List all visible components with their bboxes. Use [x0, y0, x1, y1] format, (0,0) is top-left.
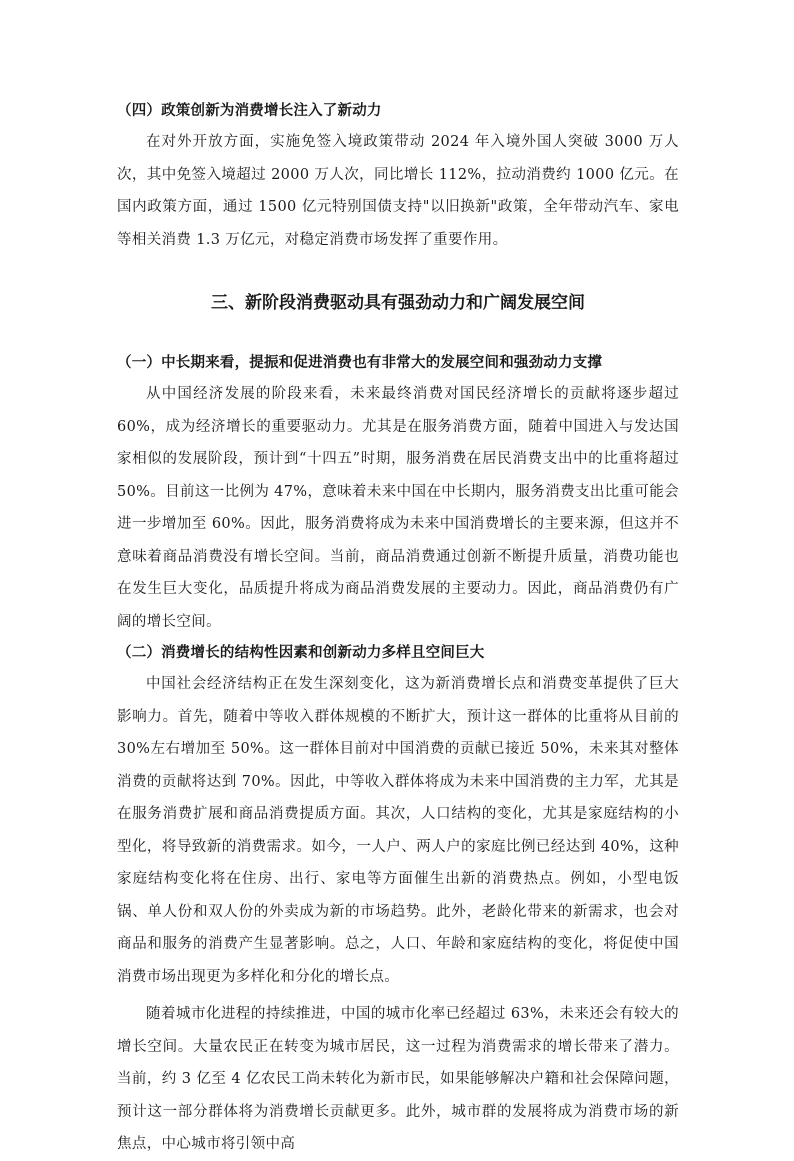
paragraph-structural-factors: 中国社会经济结构正在发生深刻变化，这为新消费增长点和消费变革提供了巨大影响力。首先，随着中等收入群体规模的不断扩大，预计这一群体的比重将从目前的 30%左右增加至 50%。这一群体目前对中国消费的贡献已接近 50%，未来其对整体消费的贡献将达到 70%。因此，中等收入群体将成为未来中国消费的主力军，尤其是在服务消费扩展和商品消费提质方面。其次，人口结构的变化，尤其是家庭结构的小型化，将导致新的消费需求。如今，一人户、两人户的家庭比例已经达到 40%，这种家庭结构变化将在住房、出行、家电等方面催生出新的消费热点。例如，小型电饭锅、单人份和双人份的外卖成为新的市场趋势。此外，老龄化带来的新需求，也会对商品和服务的消费产生显著影响。总之，人口、年龄和家庭结构的变化，将促使中国消费市场出现更为多样化和分化的增长点。 [117, 676, 679, 985]
section-heading-structural-factors: （二）消费增长的结构性因素和创新动力多样且空间巨大 [117, 645, 485, 661]
document-page [117, 96, 679, 1161]
paragraph-urbanization: 随着城市化进程的持续推进，中国的城市化率已经超过 63%，未来还会有较大的增长空间。大量农民正在转变为城市居民，这一过程为消费需求的增长带来了潜力。当前，约 3 亿至 4 亿农民工尚未转化为新市民，如果能够解决户籍和社会保障问题，预计这一部分群体将为消费增长贡献更多。此外，城市群的发展将成为消费市场的新焦点，中心城市将引领中高 [117, 1006, 679, 1152]
section-heading-long-term: （一）中长期来看，提振和促进消费也有非常大的发展空间和强劲动力支撑 [117, 355, 603, 371]
paragraph-policy-innovation: 在对外开放方面，实施免签入境政策带动 2024 年入境外国人突破 3000 万人次，其中免签入境超过 2000 万人次，同比增长 112%，拉动消费约 1000 亿元。在国内政策方面，通过 1500 亿元特别国债支持"以旧换新"政策，全年带动汽车、家电等相关消费 1.3 万亿元，对稳定消费市场发挥了重要作用。 [117, 134, 679, 248]
chapter-title: 三、新阶段消费驱动具有强劲动力和广阔发展空间 [211, 293, 585, 313]
section-heading-policy-innovation: （四）政策创新为消费增长注入了新动力 [117, 103, 382, 119]
paragraph-long-term: 从中国经济发展的阶段来看，未来最终消费对国民经济增长的贡献将逐步超过 60%，成为经济增长的重要驱动力。尤其是在服务消费方面，随着中国进入与发达国家相似的发展阶段，预计到“十四五”时期，服务消费在居民消费支出中的比重将超过 50%。目前这一比例为 47%，意味着未来中国在中长期内，服务消费支出比重可能会进一步增加至 60%。因此，服务消费将成为未来中国消费增长的主要来源，但这并不意味着商品消费没有增长空间。当前，商品消费通过创新不断提升质量，消费功能也在发生巨大变化，品质提升将成为商品消费发展的主要动力。因此，商品消费仍有广阔的增长空间。 [117, 386, 679, 630]
